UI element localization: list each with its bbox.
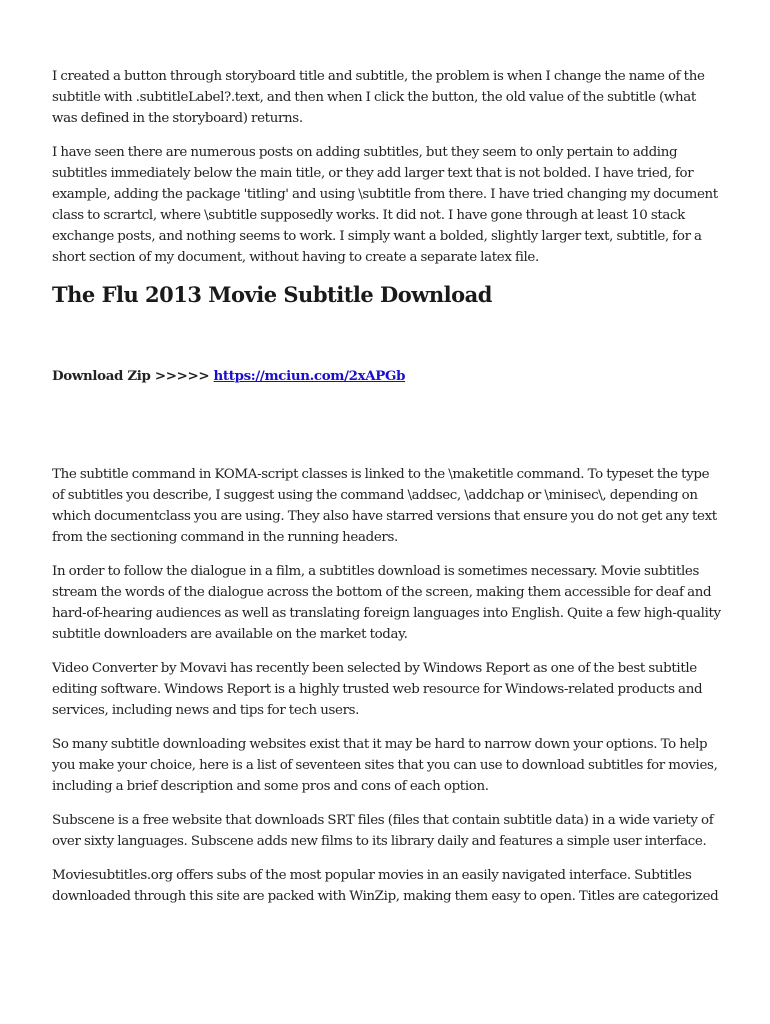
paragraph-dialogue: In order to follow the dialogue in a film, a subtitles download is sometimes necessary. Movie subtitles stream the words of the dialogue across the bottom of the screen, making them accessible for deaf and hard-of-hearing audiences as well as translating foreign languages into English. Quite a few high-quality subtitle downloaders are available on the market today. (52, 564, 721, 642)
document-page (52, 66, 724, 920)
paragraph-storyboard-subtitle: I created a button through storyboard title and subtitle, the problem is when I change the name of the subtitle with .subtitleLabel?.text, and then when I click the button, the old value of the subtitle (what was defined in the storyboard) returns. (52, 69, 705, 126)
download-line (52, 366, 724, 387)
download-label: Download Zip >>>>> (52, 368, 214, 384)
download-link[interactable]: https://mciun.com/2xAPGb (213, 368, 406, 384)
paragraph-movavi: Video Converter by Movavi has recently been selected by Windows Report as one of the best subtitle editing software. Windows Report is a highly trusted web resource for Windows-related products and services, including news and tips for tech users. (52, 661, 703, 718)
paragraph-moviesubtitles: Moviesubtitles.org offers subs of the most popular movies in an easily navigated interface. Subtitles downloaded through this site are packed with WinZip, making them easy to open. Titles are categorized (52, 868, 719, 904)
paragraph-latex-subtitle: I have seen there are numerous posts on adding subtitles, but they seem to only pertain to adding subtitles immediately below the main title, or they add larger text that is not bolded. I have tried, for example, adding the package 'titling' and using \subtitle from there. I have tried changing my document class to scrartcl, where \subtitle supposedly works. It did not. I have gone through at least 10 stack exchange posts, and nothing seems to work. I simply want a bolded, slightly larger text, subtitle, for a short section of my document, without having to create a separate latex file. (52, 145, 718, 265)
page-title: The Flu 2013 Movie Subtitle Download (52, 282, 492, 307)
paragraph-websites-list: So many subtitle downloading websites exist that it may be hard to narrow down your options. To help you make your choice, here is a list of seventeen sites that you can use to download subtitles for movies, including a brief description and some pros and cons of each option. (52, 737, 718, 794)
paragraph-subscene: Subscene is a free website that downloads SRT files (files that contain subtitle data) in a wide variety of over sixty languages. Subscene adds new films to its library daily and features a simple user interface. (52, 813, 714, 849)
paragraph-koma-script: The subtitle command in KOMA-script classes is linked to the \maketitle command. To typeset the type of subtitles you describe, I suggest using the command \addsec, \addchap or \minisec\, depending on which documentclass you are using. They also have starred versions that ensure you do not get any text from the sectioning command in the running headers. (52, 467, 717, 545)
article-body (52, 464, 724, 907)
